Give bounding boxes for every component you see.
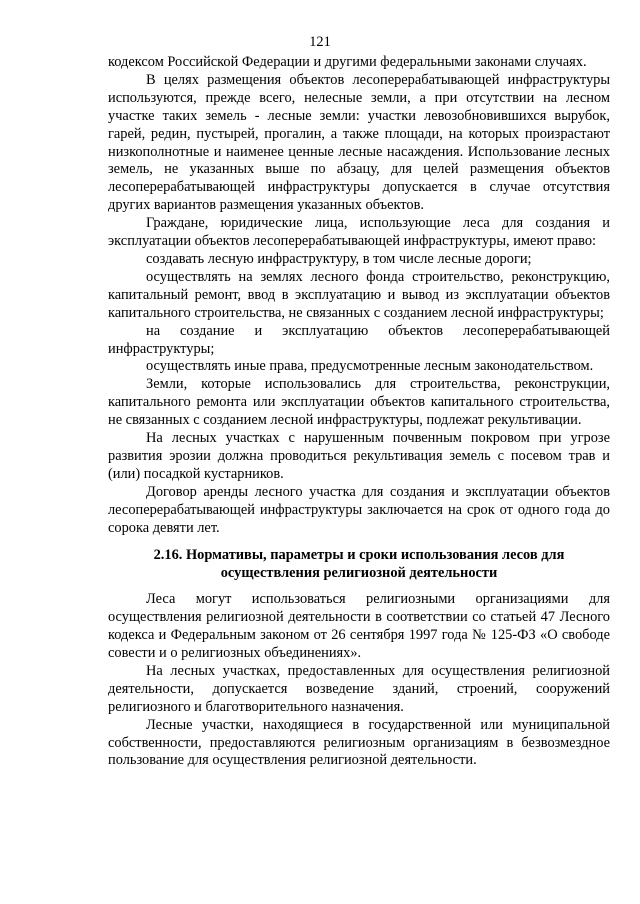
- paragraph: На лесных участках, предоставленных для осуществления религиозной деятельности, допускается возведение зданий, строений, сооружений религиозного и благотворительного назначения.: [108, 662, 610, 715]
- list-item: на создание и эксплуатацию объектов лесоперерабатывающей инфраструктуры;: [108, 322, 610, 357]
- paragraph: Леса могут использоваться религиозными организациями для осуществления религиозной деятельности в соответствии со статьей 47 Лесного кодекса и Федеральным законом от 26 сентября 1997 года № 125-ФЗ «О свободе совести и о религиозных объединениях».: [108, 591, 610, 661]
- paragraph: Договор аренды лесного участка для создания и эксплуатации объектов лесоперерабатывающей инфраструктуры заключается на срок от одного года до сорока девяти лет.: [108, 483, 610, 536]
- paragraph: кодексом Российской Федерации и другими федеральными законами случаях.: [108, 54, 587, 70]
- list-item: создавать лесную инфраструктуру, в том числе лесные дороги;: [146, 250, 532, 267]
- paragraph: Граждане, юридические лица, использующие леса для создания и эксплуатации объектов лесоперерабатывающей инфраструктуры, имеют право:: [108, 215, 610, 250]
- paragraph: На лесных участках с нарушенным почвенным покровом при угрозе развития эрозии должна проводиться рекультивация земель с посевом трав и (или) посадкой кустарников.: [108, 430, 610, 482]
- paragraph: Лесные участки, находящиеся в государственной или муниципальной собственности, предоставляются религиозным организациям в безвозмездное пользование для осуществления религиозной деятельности.: [108, 716, 610, 769]
- paragraph: Земли, которые использовались для строительства, реконструкции, капитального ремонта или эксплуатации объектов капитального строительства, не связанных с созданием лесной инфраструктуры, подлежат рекультивации.: [108, 376, 610, 429]
- section-heading: 2.16. Нормативы, параметры и сроки использования лесов для осуществления религиозной деятельности: [153, 547, 565, 582]
- list-item: осуществлять иные права, предусмотренные лесным законодательством.: [146, 358, 594, 375]
- page-body: [108, 54, 610, 770]
- paragraph: В целях размещения объектов лесоперерабатывающей инфраструктуры используются, прежде всего, нелесные земли, а при отсутствии на лесном участке таких земель - лесные земли: участки левозобновившихся вырубок, гарей, редин, пустырей, прогалин, а также площади, на которых произрастают низкополнотные и наименее ценные лесные насаждения. Использование лесных земель, не указанных выше по абзацу, для целей размещения объектов лесоперерабатывающей инфраструктуры допускается в случае отсутствия других вариантов размещения указанных объектов.: [108, 71, 610, 214]
- list-item: осуществлять на землях лесного фонда строительство, реконструкцию, капитальный ремонт, ввод в эксплуатацию и вывод из эксплуатации объектов капитального строительства, не связанных с созданием лесной инфраструктуры;: [108, 268, 610, 321]
- page-number: 121: [309, 34, 331, 50]
